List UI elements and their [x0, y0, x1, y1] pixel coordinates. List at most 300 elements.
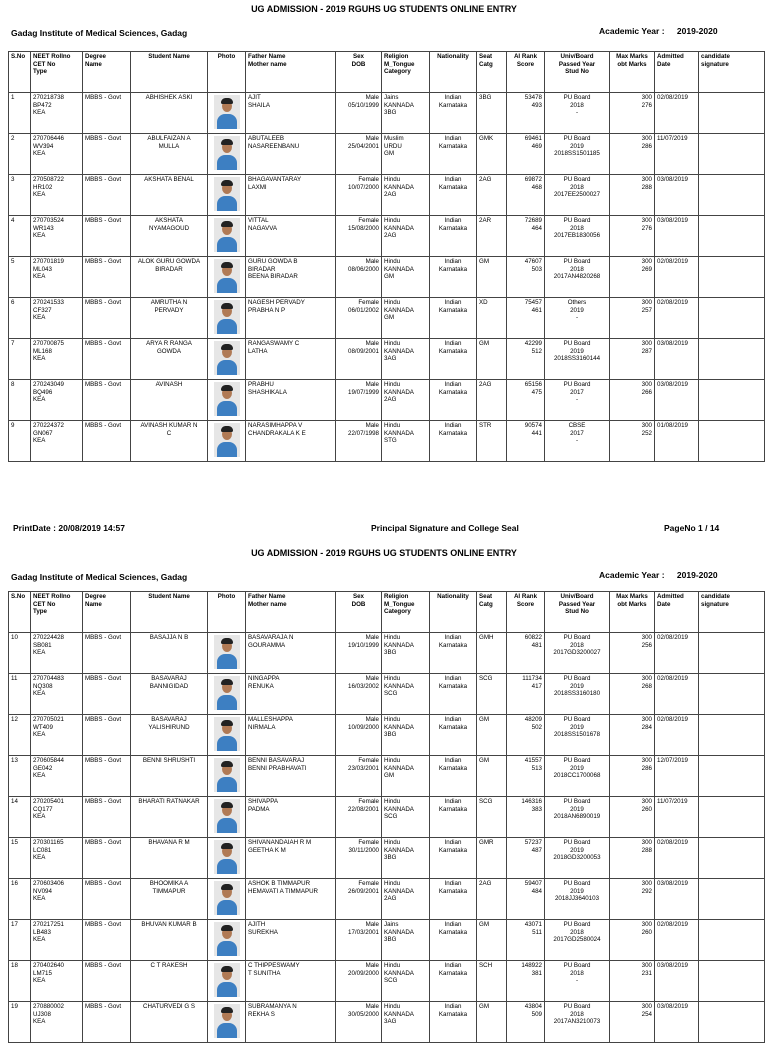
cell-sexdob: Female 23/03/2001: [336, 756, 382, 797]
cell-name: BHAVANA R M: [131, 838, 208, 879]
cell-nationality: Indian Karnataka: [430, 421, 477, 462]
student-photo-cell: [208, 797, 246, 838]
table-row: [9, 920, 765, 961]
academic-year-label: Academic Year :: [599, 570, 665, 580]
academic-year-label: Academic Year :: [599, 26, 665, 36]
student-photo-cell: [208, 633, 246, 674]
student-photo-cell: [208, 380, 246, 421]
column-header-admitted: Admitted Date: [655, 52, 699, 93]
column-header-degree: Degree Name: [83, 52, 131, 93]
cell-parents: ASHOK B TIMMAPUR HEMAVATI A TIMMAPUR: [246, 879, 336, 920]
cell-name: AKSHATA BENAL: [131, 175, 208, 216]
cell-name: BASAJJA N B: [131, 633, 208, 674]
cell-neet: 270205401 CQ177 KEA: [31, 797, 83, 838]
cell-degree: MBBS - Govt: [83, 920, 131, 961]
cell-sno: 3: [9, 175, 31, 216]
candidate-signature-cell: [699, 380, 765, 421]
cell-degree: MBBS - Govt: [83, 380, 131, 421]
cell-sno: 15: [9, 838, 31, 879]
cell-religion: Jains KANNADA 3BG: [382, 93, 430, 134]
candidate-signature-cell: [699, 298, 765, 339]
page2-title: UG ADMISSION - 2019 RGUHS UG STUDENTS ONLINE ENTRY: [251, 548, 517, 558]
column-header-signature: candidate signature: [699, 52, 765, 93]
cell-religion: Hindu KANNADA 2AG: [382, 380, 430, 421]
cell-board: PU Board 2019 2018CC1700068: [545, 756, 610, 797]
cell-neet: 270224428 SB081 KEA: [31, 633, 83, 674]
cell-degree: MBBS - Govt: [83, 756, 131, 797]
cell-admitted: 02/08/2019: [655, 920, 699, 961]
cell-parents: NARASIMHAPPA V CHANDRAKALA K E: [246, 421, 336, 462]
student-photo-cell: [208, 339, 246, 380]
cell-board: PU Board 2019 2018SS3160144: [545, 339, 610, 380]
cell-sexdob: Female 10/07/2000: [336, 175, 382, 216]
academic-year-value: 2019-2020: [676, 570, 718, 580]
column-header-seat: Seat Catg: [477, 592, 507, 633]
cell-marks: 300 288: [610, 838, 655, 879]
cell-rank: 43804 509: [507, 1002, 545, 1043]
column-header-nationality: Nationality: [430, 592, 477, 633]
cell-neet: 270701819 ML043 KEA: [31, 257, 83, 298]
cell-degree: MBBS - Govt: [83, 879, 131, 920]
cell-nationality: Indian Karnataka: [430, 797, 477, 838]
cell-seat: 2AR: [477, 216, 507, 257]
cell-sno: 9: [9, 421, 31, 462]
student-photo: [214, 259, 240, 293]
table-row: [9, 879, 765, 920]
table-row: [9, 961, 765, 1002]
student-photo-cell: [208, 216, 246, 257]
cell-admitted: 03/08/2019: [655, 1002, 699, 1043]
cell-parents: SHIVANANDAIAH R M GEETHA K M: [246, 838, 336, 879]
page1-student-table: [8, 51, 765, 462]
cell-degree: MBBS - Govt: [83, 421, 131, 462]
column-header-signature: candidate signature: [699, 592, 765, 633]
student-photo: [214, 717, 240, 751]
cell-seat: GMR: [477, 838, 507, 879]
column-header-rank: AI Rank Score: [507, 592, 545, 633]
cell-rank: 146316 383: [507, 797, 545, 838]
cell-sno: 6: [9, 298, 31, 339]
cell-board: PU Board 2018 2017EE2500027: [545, 175, 610, 216]
cell-marks: 300 276: [610, 93, 655, 134]
cell-name: BHOOMIKA A TIMMAPUR: [131, 879, 208, 920]
cell-board: PU Board 2019 2018SS1501678: [545, 715, 610, 756]
candidate-signature-cell: [699, 920, 765, 961]
cell-religion: Hindu KANNADA GM: [382, 257, 430, 298]
cell-sno: 5: [9, 257, 31, 298]
cell-degree: MBBS - Govt: [83, 633, 131, 674]
cell-sno: 2: [9, 134, 31, 175]
cell-nationality: Indian Karnataka: [430, 961, 477, 1002]
table-row: [9, 838, 765, 879]
cell-parents: NAGESH PERVADY PRABHA N P: [246, 298, 336, 339]
cell-neet: 270224372 GN067 KEA: [31, 421, 83, 462]
cell-marks: 300 260: [610, 797, 655, 838]
page1-institute-name: Gadag Institute of Medical Sciences, Gadag: [11, 28, 188, 38]
cell-seat: SCG: [477, 674, 507, 715]
cell-parents: BENNI BASAVARAJ BENNI PRABHAVATI: [246, 756, 336, 797]
column-header-sexdob: Sex DOB: [336, 52, 382, 93]
cell-sno: 7: [9, 339, 31, 380]
cell-sexdob: Male 10/09/2000: [336, 715, 382, 756]
cell-religion: Hindu KANNADA 3AG: [382, 339, 430, 380]
student-photo-cell: [208, 1002, 246, 1043]
cell-neet: 270700875 ML168 KEA: [31, 339, 83, 380]
cell-name: ABHISHEK ASKI: [131, 93, 208, 134]
cell-neet: 270217251 LB483 KEA: [31, 920, 83, 961]
cell-rank: 59407 484: [507, 879, 545, 920]
cell-nationality: Indian Karnataka: [430, 756, 477, 797]
cell-seat: GMK: [477, 134, 507, 175]
student-photo: [214, 676, 240, 710]
cell-neet: 270402640 LM715 KEA: [31, 961, 83, 1002]
cell-marks: 300 231: [610, 961, 655, 1002]
column-header-sno: S.No: [9, 52, 31, 93]
cell-admitted: 02/08/2019: [655, 633, 699, 674]
cell-seat: 2AG: [477, 380, 507, 421]
student-photo-cell: [208, 175, 246, 216]
cell-admitted: 12/07/2019: [655, 756, 699, 797]
cell-sexdob: Male 22/07/1998: [336, 421, 382, 462]
cell-rank: 65156 475: [507, 380, 545, 421]
cell-admitted: 02/08/2019: [655, 674, 699, 715]
cell-parents: VITTAL NAGAVVA: [246, 216, 336, 257]
cell-name: AVINASH: [131, 380, 208, 421]
student-photo: [214, 922, 240, 956]
cell-neet: 270241533 CF327 KEA: [31, 298, 83, 339]
cell-rank: 90574 441: [507, 421, 545, 462]
cell-rank: 60822 481: [507, 633, 545, 674]
table-header-row: [9, 592, 765, 633]
cell-rank: 111734 417: [507, 674, 545, 715]
cell-seat: GM: [477, 715, 507, 756]
student-photo-cell: [208, 756, 246, 797]
cell-religion: Jains KANNADA 3BG: [382, 920, 430, 961]
cell-seat: 2AG: [477, 175, 507, 216]
cell-degree: MBBS - Govt: [83, 134, 131, 175]
cell-name: BENNI SHRUSHTI: [131, 756, 208, 797]
cell-name: CHATURVEDI G S: [131, 1002, 208, 1043]
cell-neet: 270705021 WT409 KEA: [31, 715, 83, 756]
cell-degree: MBBS - Govt: [83, 1002, 131, 1043]
cell-marks: 300 266: [610, 380, 655, 421]
student-photo: [214, 881, 240, 915]
column-header-sno: S.No: [9, 592, 31, 633]
cell-degree: MBBS - Govt: [83, 715, 131, 756]
cell-parents: BASAVARAJA N GOURAMMA: [246, 633, 336, 674]
cell-degree: MBBS - Govt: [83, 339, 131, 380]
cell-admitted: 02/08/2019: [655, 93, 699, 134]
cell-parents: AJIT SHAILA: [246, 93, 336, 134]
cell-sexdob: Female 26/09/2001: [336, 879, 382, 920]
cell-sno: 1: [9, 93, 31, 134]
cell-seat: XD: [477, 298, 507, 339]
cell-sexdob: Male 30/05/2000: [336, 1002, 382, 1043]
column-header-marks: Max Marks obt Marks: [610, 592, 655, 633]
cell-neet: 270605844 GE042 KEA: [31, 756, 83, 797]
cell-name: ABULFAIZAN A MULLA: [131, 134, 208, 175]
cell-name: ARYA R RANGA GOWDA: [131, 339, 208, 380]
cell-degree: MBBS - Govt: [83, 797, 131, 838]
table-row: [9, 216, 765, 257]
table-row: [9, 339, 765, 380]
page1-academic-year: [599, 26, 718, 36]
student-photo-cell: [208, 879, 246, 920]
cell-admitted: 02/08/2019: [655, 838, 699, 879]
cell-parents: BHAGAVANTARAY LAXMI: [246, 175, 336, 216]
cell-seat: GM: [477, 756, 507, 797]
cell-parents: NINGAPPA RENUKA: [246, 674, 336, 715]
column-header-photo: Photo: [208, 592, 246, 633]
candidate-signature-cell: [699, 674, 765, 715]
table-row: [9, 134, 765, 175]
cell-rank: 69461 469: [507, 134, 545, 175]
cell-admitted: 03/08/2019: [655, 961, 699, 1002]
cell-seat: STR: [477, 421, 507, 462]
cell-degree: MBBS - Govt: [83, 298, 131, 339]
cell-sno: 4: [9, 216, 31, 257]
table-row: [9, 674, 765, 715]
column-header-board: Univ/Board Passed Year Stud No: [545, 592, 610, 633]
candidate-signature-cell: [699, 339, 765, 380]
student-photo: [214, 963, 240, 997]
cell-sexdob: Male 16/03/2002: [336, 674, 382, 715]
student-photo-cell: [208, 257, 246, 298]
column-header-religion: Religion M_Tongue Category: [382, 52, 430, 93]
table-row: [9, 380, 765, 421]
cell-nationality: Indian Karnataka: [430, 1002, 477, 1043]
column-header-name: Student Name: [131, 592, 208, 633]
cell-neet: 270703524 WR143 KEA: [31, 216, 83, 257]
cell-nationality: Indian Karnataka: [430, 93, 477, 134]
column-header-parents: Father Name Mother name: [246, 52, 336, 93]
cell-nationality: Indian Karnataka: [430, 175, 477, 216]
cell-sno: 10: [9, 633, 31, 674]
cell-parents: ABUTALEEB NASAREENBANU: [246, 134, 336, 175]
cell-sexdob: Male 08/06/2000: [336, 257, 382, 298]
page2-institute-name: Gadag Institute of Medical Sciences, Gadag: [11, 572, 188, 582]
column-header-rank: AI Rank Score: [507, 52, 545, 93]
student-photo: [214, 635, 240, 669]
cell-marks: 300 286: [610, 134, 655, 175]
cell-religion: Hindu KANNADA SCG: [382, 674, 430, 715]
cell-nationality: Indian Karnataka: [430, 298, 477, 339]
student-photo-cell: [208, 134, 246, 175]
cell-name: AVINASH KUMAR N C: [131, 421, 208, 462]
cell-admitted: 02/08/2019: [655, 298, 699, 339]
cell-admitted: 03/08/2019: [655, 216, 699, 257]
student-photo: [214, 218, 240, 252]
cell-rank: 53478 493: [507, 93, 545, 134]
student-photo: [214, 840, 240, 874]
cell-seat: 2AG: [477, 879, 507, 920]
cell-sno: 18: [9, 961, 31, 1002]
student-photo: [214, 382, 240, 416]
table-row: [9, 633, 765, 674]
cell-parents: C THIPPESWAMY T SUNITHA: [246, 961, 336, 1002]
cell-name: BASAVARAJ YALISHIRUND: [131, 715, 208, 756]
table-header-row: [9, 52, 765, 93]
cell-admitted: 11/07/2019: [655, 797, 699, 838]
column-header-admitted: Admitted Date: [655, 592, 699, 633]
cell-seat: GM: [477, 920, 507, 961]
cell-religion: Hindu KANNADA GM: [382, 756, 430, 797]
cell-seat: 3BG: [477, 93, 507, 134]
cell-rank: 41557 513: [507, 756, 545, 797]
cell-neet: 270218738 BP472 KEA: [31, 93, 83, 134]
cell-sno: 19: [9, 1002, 31, 1043]
cell-nationality: Indian Karnataka: [430, 633, 477, 674]
cell-rank: 48209 502: [507, 715, 545, 756]
cell-nationality: Indian Karnataka: [430, 339, 477, 380]
cell-marks: 300 284: [610, 715, 655, 756]
cell-board: PU Board 2019 2018SS1501185: [545, 134, 610, 175]
student-photo: [214, 177, 240, 211]
cell-sno: 12: [9, 715, 31, 756]
column-header-religion: Religion M_Tongue Category: [382, 592, 430, 633]
cell-nationality: Indian Karnataka: [430, 216, 477, 257]
cell-sno: 8: [9, 380, 31, 421]
student-photo-cell: [208, 715, 246, 756]
cell-board: CBSE 2017 -: [545, 421, 610, 462]
candidate-signature-cell: [699, 715, 765, 756]
print-date: PrintDate : 20/08/2019 14:57: [13, 523, 126, 533]
cell-seat: GM: [477, 1002, 507, 1043]
cell-nationality: Indian Karnataka: [430, 920, 477, 961]
cell-sexdob: Male 19/10/1999: [336, 633, 382, 674]
cell-neet: 270704483 NQ308 KEA: [31, 674, 83, 715]
cell-sno: 11: [9, 674, 31, 715]
cell-rank: 148922 381: [507, 961, 545, 1002]
cell-admitted: 01/08/2019: [655, 421, 699, 462]
cell-marks: 300 254: [610, 1002, 655, 1043]
student-photo: [214, 423, 240, 457]
candidate-signature-cell: [699, 961, 765, 1002]
table-row: [9, 715, 765, 756]
column-header-neet: NEET Rollno CET No Type: [31, 52, 83, 93]
cell-name: C T RAKESH: [131, 961, 208, 1002]
cell-name: BHARATI RATNAKAR: [131, 797, 208, 838]
cell-degree: MBBS - Govt: [83, 216, 131, 257]
table-row: [9, 1002, 765, 1043]
cell-religion: Hindu KANNADA 2AG: [382, 879, 430, 920]
column-header-parents: Father Name Mother name: [246, 592, 336, 633]
cell-rank: 72689 464: [507, 216, 545, 257]
page2-student-table: [8, 591, 765, 1043]
cell-parents: AJITH SUREKHA: [246, 920, 336, 961]
cell-sno: 13: [9, 756, 31, 797]
cell-seat: GM: [477, 339, 507, 380]
table-row: [9, 421, 765, 462]
cell-nationality: Indian Karnataka: [430, 838, 477, 879]
cell-marks: 300 287: [610, 339, 655, 380]
table-row: [9, 797, 765, 838]
cell-rank: 47607 503: [507, 257, 545, 298]
column-header-degree: Degree Name: [83, 592, 131, 633]
cell-religion: Hindu KANNADA GM: [382, 298, 430, 339]
academic-year-value: 2019-2020: [676, 26, 718, 36]
table-row: [9, 257, 765, 298]
cell-sexdob: Male 17/03/2001: [336, 920, 382, 961]
cell-degree: MBBS - Govt: [83, 838, 131, 879]
candidate-signature-cell: [699, 134, 765, 175]
cell-sexdob: Female 15/08/2000: [336, 216, 382, 257]
cell-parents: SUBRAMANYA N REKHA S: [246, 1002, 336, 1043]
candidate-signature-cell: [699, 1002, 765, 1043]
candidate-signature-cell: [699, 838, 765, 879]
cell-admitted: 02/08/2019: [655, 257, 699, 298]
cell-religion: Hindu KANNADA 3BG: [382, 633, 430, 674]
table-row: [9, 93, 765, 134]
cell-nationality: Indian Karnataka: [430, 257, 477, 298]
candidate-signature-cell: [699, 93, 765, 134]
table-row: [9, 298, 765, 339]
cell-board: PU Board 2018 2017AN4820268: [545, 257, 610, 298]
cell-board: PU Board 2018 2017AN3210073: [545, 1002, 610, 1043]
cell-seat: GMH: [477, 633, 507, 674]
cell-sno: 16: [9, 879, 31, 920]
student-photo-cell: [208, 93, 246, 134]
cell-name: BHUVAN KUMAR B: [131, 920, 208, 961]
cell-sexdob: Female 06/01/2002: [336, 298, 382, 339]
cell-sexdob: Male 25/04/2001: [336, 134, 382, 175]
cell-neet: 270508722 HR102 KEA: [31, 175, 83, 216]
cell-board: PU Board 2018 -: [545, 93, 610, 134]
cell-sexdob: Male 08/09/2001: [336, 339, 382, 380]
cell-seat: SCG: [477, 797, 507, 838]
cell-nationality: Indian Karnataka: [430, 674, 477, 715]
cell-marks: 300 269: [610, 257, 655, 298]
cell-admitted: 11/07/2019: [655, 134, 699, 175]
student-photo: [214, 1004, 240, 1038]
candidate-signature-cell: [699, 216, 765, 257]
page-number: PageNo 1 / 14: [664, 523, 720, 533]
cell-marks: 300 260: [610, 920, 655, 961]
cell-admitted: 02/08/2019: [655, 715, 699, 756]
cell-board: PU Board 2018 2017GD2580024: [545, 920, 610, 961]
cell-board: PU Board 2019 2018AN6890019: [545, 797, 610, 838]
student-photo: [214, 300, 240, 334]
column-header-neet: NEET Rollno CET No Type: [31, 592, 83, 633]
column-header-marks: Max Marks obt Marks: [610, 52, 655, 93]
cell-neet: 270301165 LC081 KEA: [31, 838, 83, 879]
cell-name: ALOK GURU GOWDA BIRADAR: [131, 257, 208, 298]
cell-parents: RANGASWAMY C LATHA: [246, 339, 336, 380]
cell-degree: MBBS - Govt: [83, 674, 131, 715]
page2-academic-year: [599, 570, 718, 580]
cell-admitted: 03/08/2019: [655, 175, 699, 216]
cell-neet: 270603406 NV094 KEA: [31, 879, 83, 920]
candidate-signature-cell: [699, 421, 765, 462]
student-photo-cell: [208, 421, 246, 462]
cell-religion: Hindu KANNADA 3BG: [382, 838, 430, 879]
cell-name: AMRUTHA N PERVADY: [131, 298, 208, 339]
cell-religion: Muslim URDU GM: [382, 134, 430, 175]
candidate-signature-cell: [699, 756, 765, 797]
candidate-signature-cell: [699, 797, 765, 838]
cell-nationality: Indian Karnataka: [430, 715, 477, 756]
cell-religion: Hindu KANNADA 3BG: [382, 715, 430, 756]
cell-neet: 270243049 BQ496 KEA: [31, 380, 83, 421]
column-header-sexdob: Sex DOB: [336, 592, 382, 633]
cell-board: PU Board 2019 2018SS3160180: [545, 674, 610, 715]
student-photo: [214, 758, 240, 792]
cell-neet: 270880002 UJ308 KEA: [31, 1002, 83, 1043]
student-photo-cell: [208, 961, 246, 1002]
cell-admitted: 03/08/2019: [655, 380, 699, 421]
cell-rank: 57237 487: [507, 838, 545, 879]
column-header-photo: Photo: [208, 52, 246, 93]
